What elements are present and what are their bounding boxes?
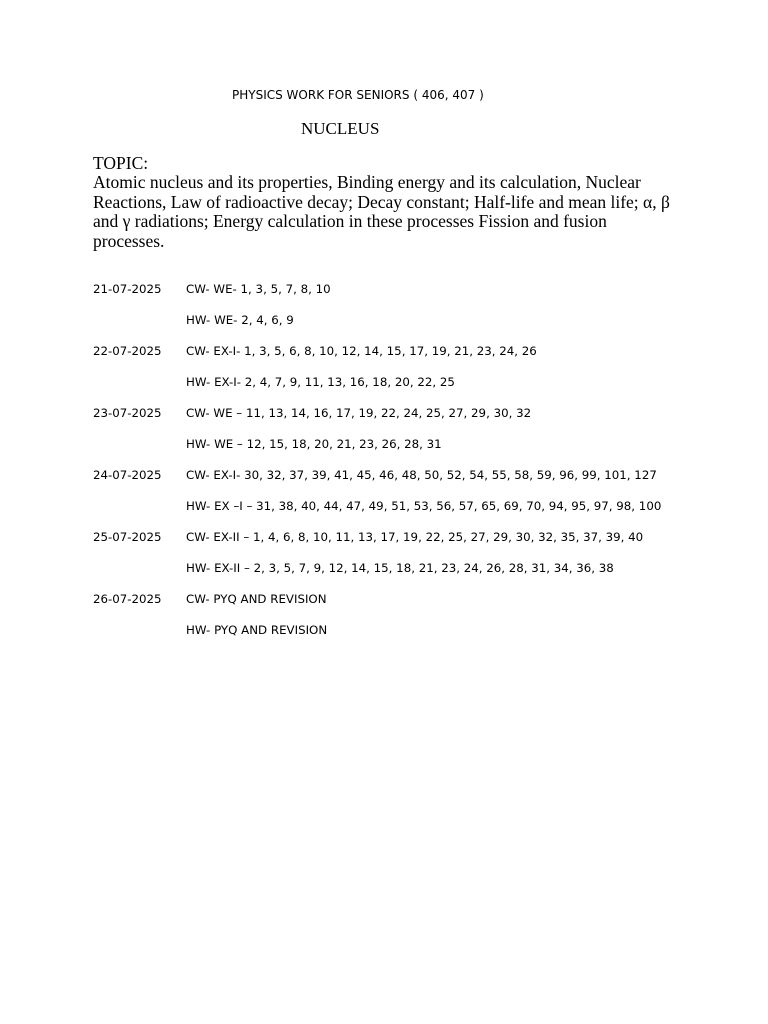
schedule-date: 25-07-2025 [93,530,162,544]
schedule-row-cw [93,282,733,313]
schedule-row-hw [93,499,733,530]
classwork-entry: CW- WE – 11, 13, 14, 16, 17, 19, 22, 24, 25, 27, 29, 30, 32 [186,406,532,420]
homework-entry: HW- WE – 12, 15, 18, 20, 21, 23, 26, 28, 31 [186,437,442,451]
classwork-entry: CW- EX-I- 1, 3, 5, 6, 8, 10, 12, 14, 15, 17, 19, 21, 23, 24, 26 [186,344,537,358]
schedule-row-cw [93,530,733,561]
schedule-date: 21-07-2025 [93,282,162,296]
homework-entry: HW- PYQ AND REVISION [186,623,328,637]
topic-description: Atomic nucleus and its properties, Binding energy and its calculation, Nuclear Reactions, Law of radioactive decay; Decay constant; Half-life and mean life; α, β and γ radiations; Energy calculation in these processes Fission and fusion processes. [93,172,670,251]
topic-label: TOPIC: [93,153,149,173]
homework-entry: HW- EX-I- 2, 4, 7, 9, 11, 13, 16, 18, 20, 22, 25 [186,375,455,389]
schedule-row-hw [93,623,733,654]
document-title: NUCLEUS [301,119,380,138]
homework-entry: HW- EX-II – 2, 3, 5, 7, 9, 12, 14, 15, 18, 21, 23, 24, 26, 28, 31, 34, 36, 38 [186,561,614,575]
schedule-list [93,282,733,654]
schedule-row-cw [93,592,733,623]
classwork-entry: CW- EX-I- 30, 32, 37, 39, 41, 45, 46, 48, 50, 52, 54, 55, 58, 59, 96, 99, 101, 127 [186,468,657,482]
schedule-row-hw [93,313,733,344]
homework-entry: HW- EX –I – 31, 38, 40, 44, 47, 49, 51, 53, 56, 57, 65, 69, 70, 94, 95, 97, 98, 100 [186,499,662,513]
schedule-date: 24-07-2025 [93,468,162,482]
schedule-row-cw [93,406,733,437]
document-header: PHYSICS WORK FOR SENIORS ( 406, 407 ) [232,88,484,102]
schedule-row-cw [93,344,733,375]
schedule-date: 23-07-2025 [93,406,162,420]
schedule-row-hw [93,375,733,406]
classwork-entry: CW- PYQ AND REVISION [186,592,327,606]
schedule-row-hw [93,437,733,468]
schedule-row-cw [93,468,733,499]
classwork-entry: CW- WE- 1, 3, 5, 7, 8, 10 [186,282,331,296]
homework-entry: HW- WE- 2, 4, 6, 9 [186,313,294,327]
schedule-date: 26-07-2025 [93,592,162,606]
schedule-row-hw [93,561,733,592]
classwork-entry: CW- EX-II – 1, 4, 6, 8, 10, 11, 13, 17, 19, 22, 25, 27, 29, 30, 32, 35, 37, 39, 40 [186,530,644,544]
schedule-date: 22-07-2025 [93,344,162,358]
